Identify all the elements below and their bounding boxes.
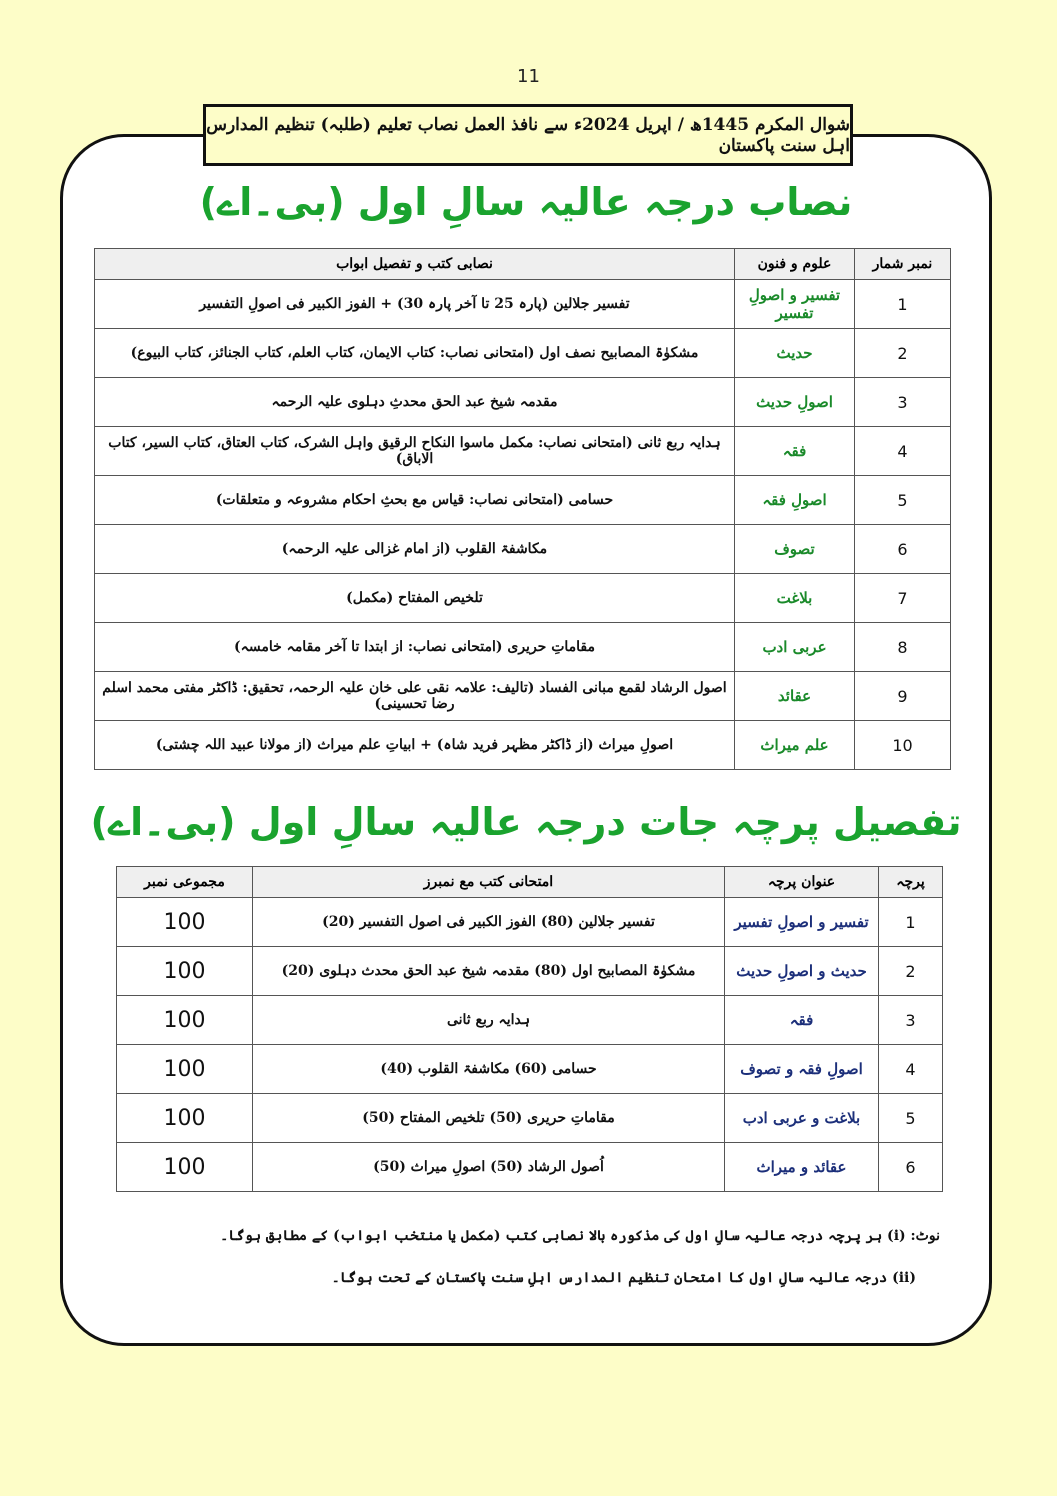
- table-row: [95, 623, 951, 672]
- header-banner: [203, 104, 853, 166]
- table-row: [117, 1094, 943, 1143]
- books-cell: تلخیص المفتاح (مکمل): [95, 574, 735, 623]
- subject-cell: اصولِ حدیث: [735, 378, 855, 427]
- table-row: [95, 280, 951, 329]
- books-cell: مقاماتِ حریری (امتحانی نصاب: از ابتدا تا آخر مقامہ خامسہ): [95, 623, 735, 672]
- row-number: 6: [855, 525, 951, 574]
- subject-cell: حدیث: [735, 329, 855, 378]
- paper-title-cell: فقہ: [725, 996, 879, 1045]
- paper-number: 2: [879, 947, 943, 996]
- section2-title: تفصیل پرچہ جات درجہ عالیہ سالِ اول (بی۔اے): [90, 800, 962, 844]
- total-marks-cell: 100: [117, 898, 253, 947]
- paper-title-cell: عقائد و میراث: [725, 1143, 879, 1192]
- books-cell: مقدمہ شیخ عبد الحق محدثِ دہلوی علیہ الرحمہ: [95, 378, 735, 427]
- exam-books-cell: مقاماتِ حریری (50) تلخیص المفتاح (50): [253, 1094, 725, 1143]
- books-cell: حسامی (امتحانی نصاب: قیاس مع بحثِ احکام مشروعہ و متعلقات): [95, 476, 735, 525]
- books-cell: ہدایہ ربع ثانی (امتحانی نصاب: مکمل ماسوا النکاح الرقیق واہل الشرک، کتاب العتاق، کتاب السیر، کتاب الاباق): [95, 427, 735, 476]
- paper-number: 5: [879, 1094, 943, 1143]
- page-number: 11: [517, 66, 540, 87]
- table-row: [117, 996, 943, 1045]
- row-number: 4: [855, 427, 951, 476]
- syllabus-table: [94, 248, 951, 770]
- total-marks-cell: 100: [117, 996, 253, 1045]
- row-number: 2: [855, 329, 951, 378]
- books-cell: مشکوٰۃ المصابیح نصف اول (امتحانی نصاب: کتاب الایمان، کتاب العلم، کتاب الجنائز، کتاب البیوع): [95, 329, 735, 378]
- table-header-row: [117, 867, 943, 898]
- column-header: امتحانی کتب مع نمبرز: [253, 867, 725, 898]
- books-cell: اصولِ میراث (از ڈاکٹر مظہر فرید شاہ) + ابیاتِ علم میراث (از مولانا عبید اللہ چشتی): [95, 721, 735, 770]
- table-row: [95, 476, 951, 525]
- books-cell: مکاشفۃ القلوب (از امام غزالی علیہ الرحمہ): [95, 525, 735, 574]
- column-header: پرچہ: [879, 867, 943, 898]
- row-number: 7: [855, 574, 951, 623]
- row-number: 9: [855, 672, 951, 721]
- subject-cell: بلاغت: [735, 574, 855, 623]
- paper-title-cell: اصولِ فقہ و تصوف: [725, 1045, 879, 1094]
- column-header: علوم و فنون: [735, 249, 855, 280]
- exam-books-cell: ہدایہ ربع ثانی: [253, 996, 725, 1045]
- total-marks-cell: 100: [117, 1045, 253, 1094]
- total-marks-cell: 100: [117, 1143, 253, 1192]
- table-row: [117, 1045, 943, 1094]
- table-row: [95, 672, 951, 721]
- books-cell: تفسیر جلالین (پارہ 25 تا آخر پارہ 30) + الفوز الکبیر فی اصولِ التفسیر: [95, 280, 735, 329]
- table-row: [117, 1143, 943, 1192]
- exam-books-cell: مشکوٰۃ المصابیح اول (80) مقدمہ شیخ عبد الحق محدث دہلوی (20): [253, 947, 725, 996]
- table-row: [95, 329, 951, 378]
- note-1: نوٹ: (i) ہر پرچہ درجہ عالیہ سالِ اول کی مذکورہ بالا نصابی کتب (مکمل یا منتخب ابواب) کے مطابق ہوگا۔: [220, 1228, 940, 1244]
- paper-number: 1: [879, 898, 943, 947]
- subject-cell: تصوف: [735, 525, 855, 574]
- exam-books-cell: اُصول الرشاد (50) اصولِ میراث (50): [253, 1143, 725, 1192]
- table-row: [95, 525, 951, 574]
- paper-title-cell: حدیث و اصولِ حدیث: [725, 947, 879, 996]
- row-number: 5: [855, 476, 951, 525]
- books-cell: اصول الرشاد لقمع مبانی الفساد (تالیف: علامہ نقی علی خان علیہ الرحمہ، تحقیق: ڈاکٹر مفتی محمد اسلم رضا تحسینی): [95, 672, 735, 721]
- exam-books-cell: حسامی (60) مکاشفۃ القلوب (40): [253, 1045, 725, 1094]
- column-header: عنوان پرچہ: [725, 867, 879, 898]
- subject-cell: علم میراث: [735, 721, 855, 770]
- table-row: [117, 947, 943, 996]
- row-number: 8: [855, 623, 951, 672]
- paper-number: 3: [879, 996, 943, 1045]
- column-header: نصابی کتب و تفصیل ابواب: [95, 249, 735, 280]
- row-number: 10: [855, 721, 951, 770]
- section1-title: نصاب درجہ عالیہ سالِ اول (بی۔اے): [199, 180, 853, 224]
- table-row: [95, 574, 951, 623]
- subject-cell: فقہ: [735, 427, 855, 476]
- column-header: نمبر شمار: [855, 249, 951, 280]
- subject-cell: تفسیر و اصولِ تفسیر: [735, 280, 855, 329]
- column-header: مجموعی نمبر: [117, 867, 253, 898]
- total-marks-cell: 100: [117, 947, 253, 996]
- exam-books-cell: تفسیر جلالین (80) الفوز الکبیر فی اصول التفسیر (20): [253, 898, 725, 947]
- row-number: 1: [855, 280, 951, 329]
- papers-table: [116, 866, 943, 1192]
- table-row: [95, 721, 951, 770]
- header-text: شوال المکرم 1445ھ / اپریل 2024ء سے نافذ العمل نصاب تعلیم (طلبہ) تنظیم المدارس اہل سنت پاکستان: [206, 115, 850, 156]
- subject-cell: عربی ادب: [735, 623, 855, 672]
- table-header-row: [95, 249, 951, 280]
- subject-cell: اصولِ فقہ: [735, 476, 855, 525]
- note-2: (ii) درجہ عالیہ سالِ اول کا امتحان تنظیم المدارس اہلِ سنت پاکستان کے تحت ہوگا۔: [331, 1270, 916, 1286]
- total-marks-cell: 100: [117, 1094, 253, 1143]
- paper-title-cell: بلاغت و عربی ادب: [725, 1094, 879, 1143]
- table-row: [117, 898, 943, 947]
- table-row: [95, 427, 951, 476]
- row-number: 3: [855, 378, 951, 427]
- paper-title-cell: تفسیر و اصولِ تفسیر: [725, 898, 879, 947]
- paper-number: 6: [879, 1143, 943, 1192]
- paper-number: 4: [879, 1045, 943, 1094]
- table-row: [95, 378, 951, 427]
- subject-cell: عقائد: [735, 672, 855, 721]
